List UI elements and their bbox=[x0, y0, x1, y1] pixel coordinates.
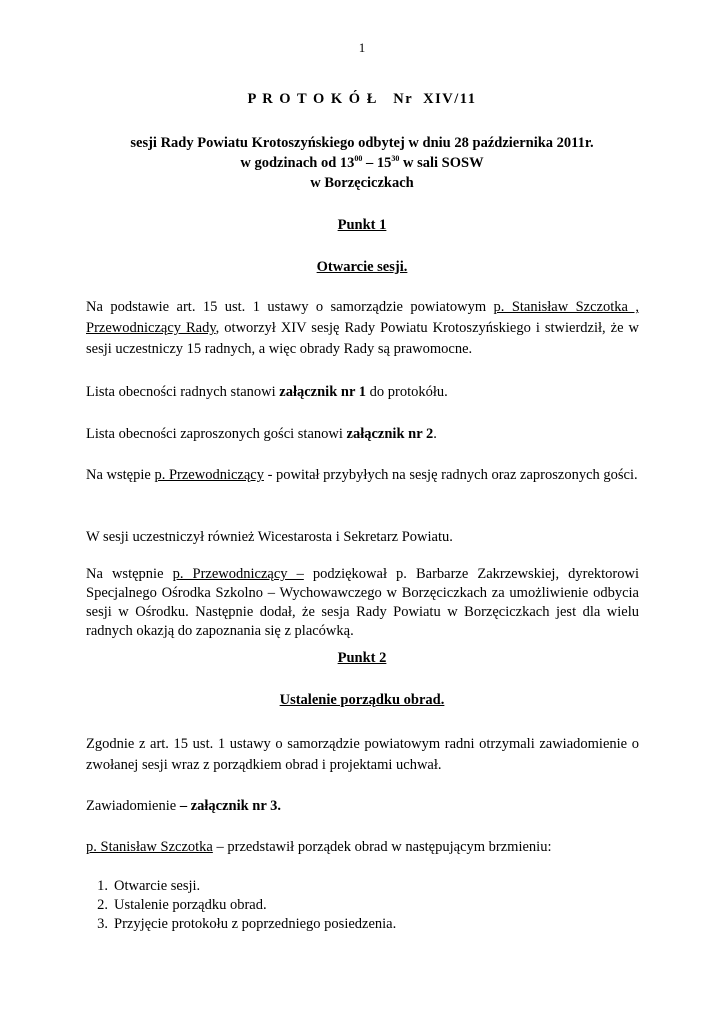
agenda-list bbox=[86, 877, 639, 934]
point-1-heading: Punkt 1 bbox=[337, 217, 387, 233]
paragraph-attendance: Lista obecności radnych stanowi załącznik nr 1 do protokółu. bbox=[86, 384, 448, 400]
header-line-3: w Borzęciczkach bbox=[310, 175, 414, 191]
chairman-name: p. Stanisław Szczotka , bbox=[493, 299, 639, 315]
header-line-1: sesji Rady Powiatu Krotoszyńskiego odbytej w dniu 28 października 2011r. bbox=[130, 135, 594, 151]
paragraph-participants: W sesji uczestniczył również Wicestarosta i Sekretarz Powiatu. bbox=[86, 529, 453, 545]
point-2-heading: Punkt 2 bbox=[337, 650, 387, 666]
page-number: 1 bbox=[358, 40, 366, 55]
point-1-subheading: Otwarcie sesji. bbox=[316, 259, 408, 275]
paragraph-agenda-intro: p. Stanisław Szczotka – przedstawił porządek obrad w następującym brzmieniu: bbox=[86, 839, 552, 855]
document-title: P R O T O K Ó Ł Nr XIV/11 bbox=[247, 91, 477, 107]
paragraph-opening: Na podstawie art. 15 ust. 1 ustawy o samorządzie powiatowym p. Stanisław Szczotka , Przewodniczący Rady, otworzył XIV sesję Rady Powiatu Krotoszyńskiego i stwierdził, że w sesji uczestniczy 15 radnych, a więc obrady Rady są prawomocne. bbox=[86, 299, 639, 357]
header-line-2: w godzinach od $13^{00} - 15^{30}$ w sali SOSW bbox=[240, 154, 484, 171]
paragraph-notice-attachment: Zawiadomienie – załącznik nr 3. bbox=[86, 798, 282, 814]
paragraph-thanks: Na wstępnie p. Przewodniczący – podziękował p. Barbarze Zakrzewskiej, dyrektorowi Specjalnego Ośrodka Szkolno – Wychowawczego w Borzęciczkach za umożliwienie odbycia sesji w Ośrodku. Następnie dodał, że sesja Rady Powiatu w Borzęciczkach jest dla wielu radnych okazją do zapoznania się z placówką. bbox=[86, 566, 639, 639]
point-2-subheading: Ustalenie porządku obrad. bbox=[279, 692, 445, 708]
agenda-item: 3. Przyjęcie protokołu z poprzedniego posiedzenia. bbox=[97, 916, 397, 932]
agenda-item: 1. Otwarcie sesji. bbox=[97, 878, 201, 894]
paragraph-guests: Lista obecności zaproszonych gości stanowi załącznik nr 2. bbox=[86, 426, 437, 442]
session-header bbox=[80, 133, 644, 193]
chairman-title: Przewodniczący Rady bbox=[86, 320, 216, 336]
paragraph-notice: Zgodnie z art. 15 ust. 1 ustawy o samorządzie powiatowym radni otrzymali zawiadomienie o zwołanej sesji wraz z porządkiem obrad i projektami uchwał. bbox=[86, 736, 639, 773]
agenda-item: 2. Ustalenie porządku obrad. bbox=[97, 897, 267, 913]
paragraph-welcome: Na wstępie p. Przewodniczący - powitał przybyłych na sesję radnych oraz zaproszonych gości. bbox=[86, 467, 638, 483]
